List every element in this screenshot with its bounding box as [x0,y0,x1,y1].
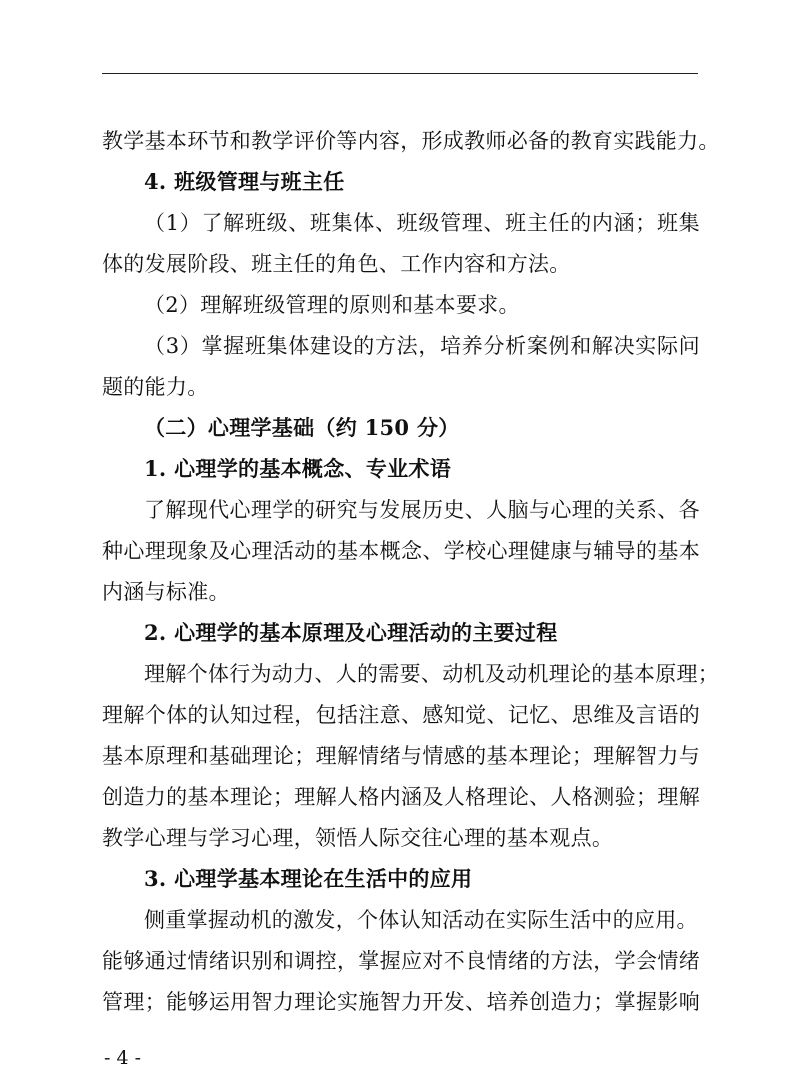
section-heading-basic-concepts: 1. 心理学的基本概念、专业术语 [144,456,452,481]
body-text-line: 题的能力。 [102,375,209,399]
body-text-line: （3）掌握班集体建设的方法，培养分析案例和解决实际问 [144,334,700,358]
section-heading-application: 3. 心理学基本理论在生活中的应用 [144,866,473,891]
body-text-line: 内涵与标准。 [102,580,230,604]
body-text-line: 基本原理和基础理论；理解情绪与情感的基本理论；理解智力与 [102,744,700,768]
body-text-line: 管理；能够运用智力理论实施智力开发、培养创造力；掌握影响 [102,990,700,1014]
body-text-line: 创造力的基本理论；理解人格内涵及人格理论、人格测验；理解 [102,785,700,809]
header-rule [102,73,698,74]
body-text-line: 教学基本环节和教学评价等内容，形成教师必备的教育实践能力。 [102,129,720,153]
body-text-line: 了解现代心理学的研究与发展历史、人脑与心理的关系、各 [144,498,700,522]
body-text-line: 种心理现象及心理活动的基本概念、学校心理健康与辅导的基本 [102,539,700,563]
body-text-line: 体的发展阶段、班主任的角色、工作内容和方法。 [102,252,571,276]
page-number: - 4 - [104,1047,142,1069]
body-text-line: （1）了解班级、班集体、班级管理、班主任的内涵；班集 [144,211,700,235]
section-heading-class-management: 4. 班级管理与班主任 [144,169,345,194]
body-text-line: 理解个体的认知过程，包括注意、感知觉、记忆、思维及言语的 [102,703,700,727]
body-text-line: 教学心理与学习心理，领悟人际交往心理的基本观点。 [102,826,614,850]
body-text-line: （2）理解班级管理的原则和基本要求。 [144,293,520,317]
section-heading-basic-principles: 2. 心理学的基本原理及心理活动的主要过程 [144,620,558,645]
body-text-line: 能够通过情绪识别和调控，掌握应对不良情绪的方法，学会情绪 [102,949,700,973]
body-text-line: 理解个体行为动力、人的需要、动机及动机理论的基本原理； [144,662,720,686]
body-text-line: 侧重掌握动机的激发，个体认知活动在实际生活中的应用。 [144,908,698,932]
section-heading-psychology-basics: （二）心理学基础（约 150 分） [144,415,460,440]
